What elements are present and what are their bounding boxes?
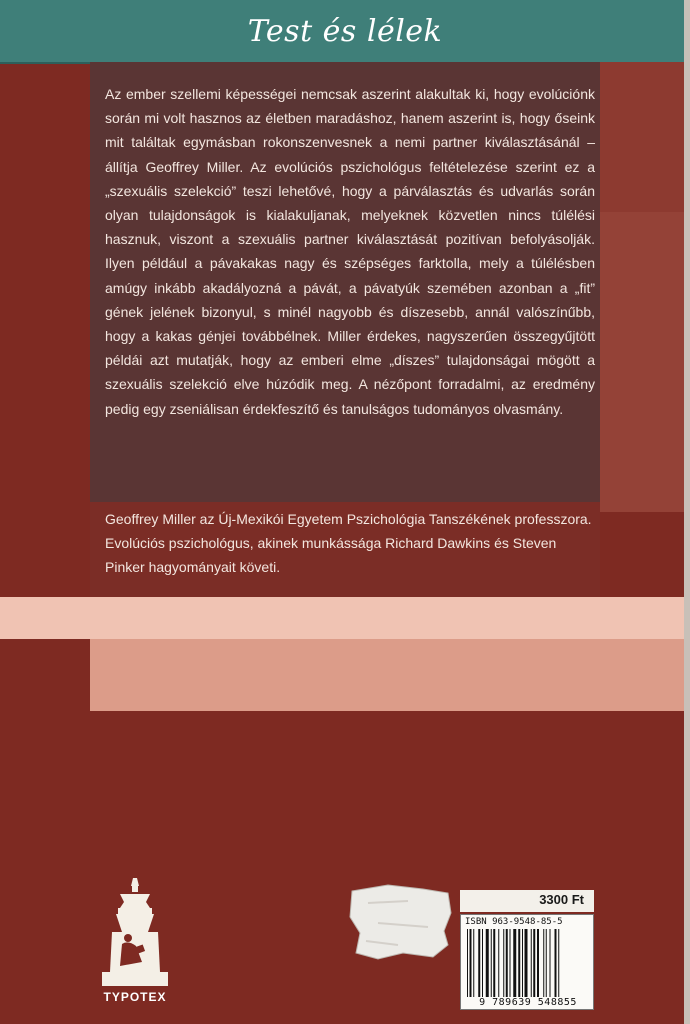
decor-block [600, 62, 690, 212]
decor-stripe-mid [90, 639, 690, 711]
barcode-bar [503, 929, 504, 997]
barcode-bar [537, 929, 539, 997]
barcode-bar [513, 929, 516, 997]
barcode-bar [525, 929, 528, 997]
barcode-bar [555, 929, 557, 997]
decor-stripe-light [0, 597, 690, 639]
barcode-bar [543, 929, 544, 997]
author-bio: Geoffrey Miller az Új-Mexikói Egyetem Pszichológia Tanszékének professzora. Evolúciós pszichológus, akinek munkássága Richard Dawkins és Steven Pinker hagyományait követi. [105, 511, 592, 575]
barcode-bar [493, 929, 495, 997]
barcode-bar [506, 929, 508, 997]
series-band [0, 0, 690, 64]
decor-stripe-dark [0, 711, 690, 716]
reading-figure-logo-icon [90, 872, 180, 1007]
barcode-bar [478, 929, 480, 997]
barcode-bar [550, 929, 551, 997]
series-title: Test és lélek [247, 14, 443, 49]
blurb-text: Az ember szellemi képességei nemcsak aszerint alakultak ki, hogy evolúciónk során mi volt hasznos az életben maradáshoz, hanem aszerint is, hogy őseink mit találtak egymásban rokonszenvesnek a nemi partner kiválasztásánál – állítja Geoffrey Miller. Az evolúciós pszichológus feltételezése szerint ez a „szexuális szelekció” teszi lehetővé, hogy a párválasztás és udvarlás során olyan tulajdonságok is kialakuljanak, melyeknek közvetlen nincs túlélési hasznuk, viszont a szexuális partner kiválasztását pozitívan befolyásolják. Ilyen például a pávakakas nagy és szépséges farktolla, mely a túlélésben amúgy inkább akadályozná a pávát, a pávatyúk szemében azonban a „fit” gének jelének bizonyul, s minél nagyobb és díszesebb, annál valószínűbb, hogy a kakas génjei továbbélnek. Miller érdekes, nagyszerűen összegyűjtött példái azt mutatják, hogy az emberi elme „díszes” tulajdonságai mögött a szexuális szelekció elve húzódik meg. A nézőpont forradalmi, az eredmény pedig egy zseniálisan érdekfeszítő és tanulságos tudományos olvasmány. [105, 86, 595, 417]
barcode-bar [498, 929, 499, 997]
barcode-bar [518, 929, 520, 997]
barcode-bar [467, 929, 468, 997]
barcode-bar [533, 929, 535, 997]
torn-sticker-residue [348, 883, 453, 961]
barcode-bar [531, 929, 532, 997]
price-label: 3300 Ft [460, 890, 594, 912]
page-edge [684, 0, 690, 1024]
barcode-bar [510, 929, 511, 997]
barcode-bars [467, 929, 589, 997]
barcode-bar [473, 929, 474, 997]
barcode [460, 914, 594, 1010]
barcode-bar [482, 929, 483, 997]
publisher-name: TYPOTEX [103, 990, 167, 1004]
barcode-bar [470, 929, 472, 997]
barcode-bar [522, 929, 523, 997]
barcode-bar [486, 929, 489, 997]
barcode-number: 9 789639 548855 [479, 997, 577, 1008]
barcode-bar [558, 929, 559, 997]
isbn-text: ISBN 963-9548-85-5 [465, 917, 563, 927]
barcode-bar [546, 929, 547, 997]
barcode-bar [491, 929, 492, 997]
decor-block [600, 212, 690, 512]
